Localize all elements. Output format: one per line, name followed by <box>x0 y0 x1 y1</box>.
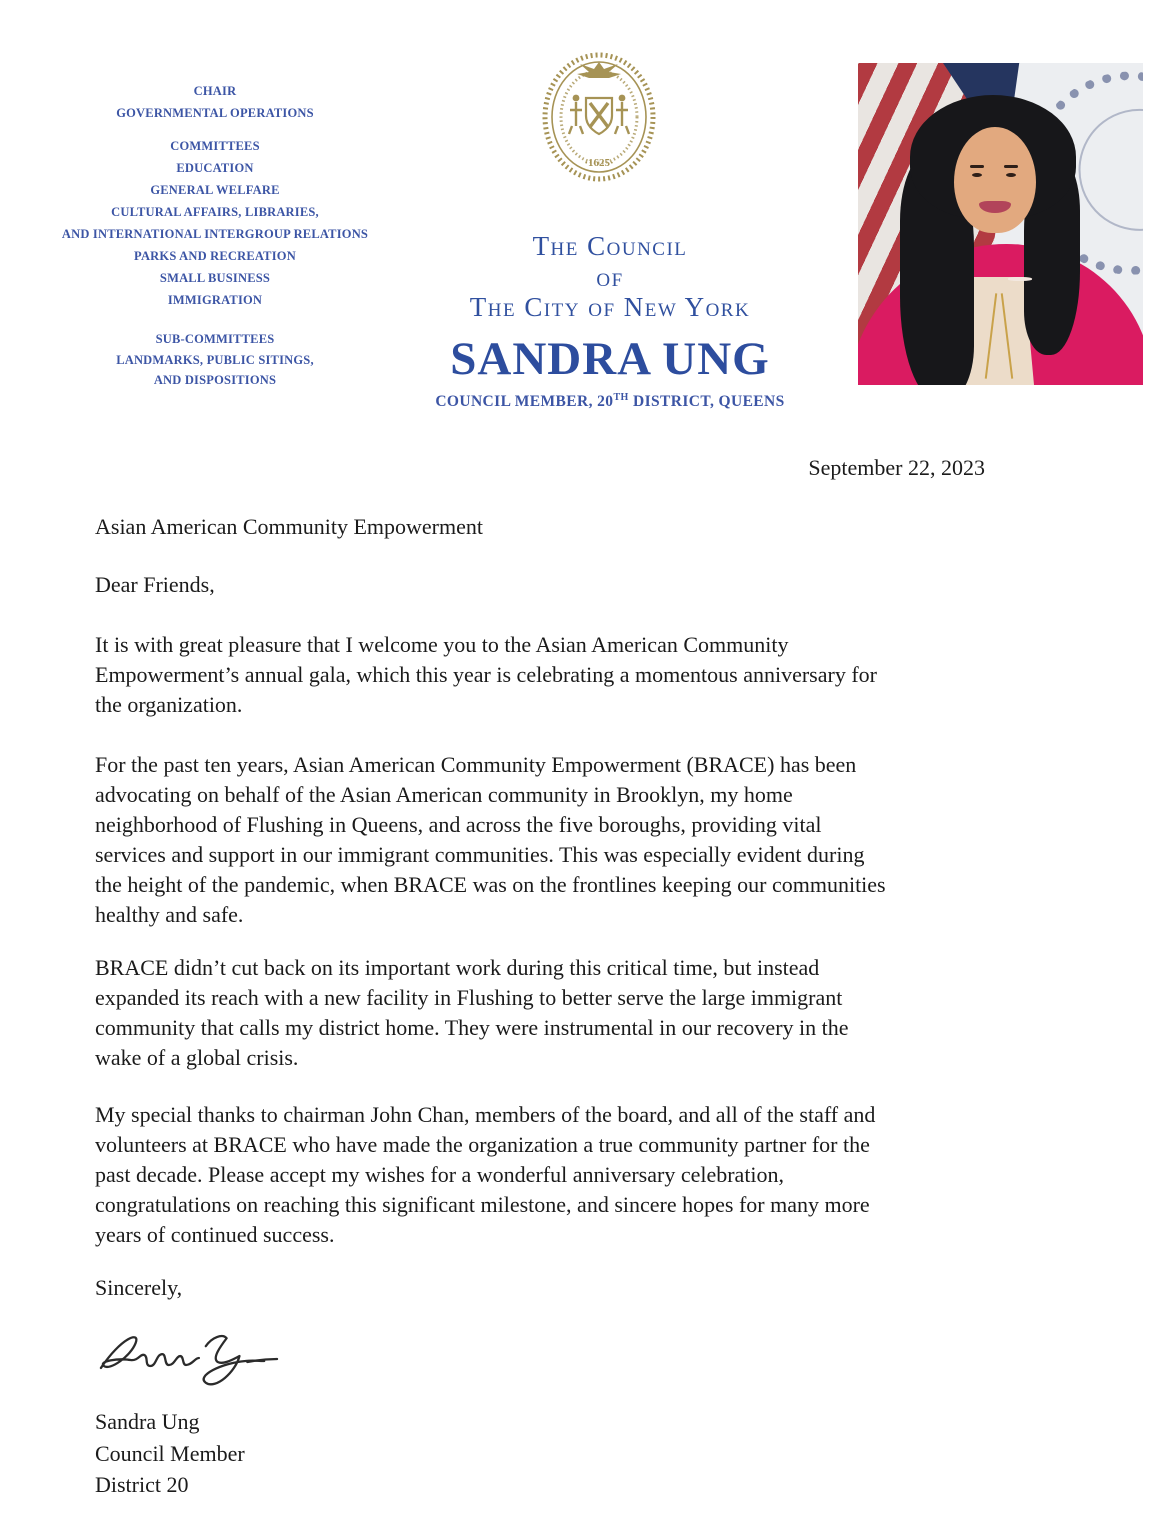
subcommittees-panel <box>60 328 370 390</box>
paragraph-4: My special thanks to chairman John Chan, members of the board, and all of the staff and volunteers at BRACE who have made the organization a true community partner for the past decade. Please accept my wishes for a wonderful anniversary celebration, congratulations on reaching this significant milestone, and sincere hopes for many more years of continued success. <box>95 1102 876 1247</box>
subcommittees-items: LANDMARKS, PUBLIC SITINGS, AND DISPOSITIONS <box>116 353 314 387</box>
committees-panel <box>60 135 370 311</box>
committees-items: EDUCATION GENERAL WELFARE CULTURAL AFFAIRS, LIBRARIES, AND INTERNATIONAL INTERGROUP RELATIONS PARKS AND RECREATION SMALL BUSINESS IMMIGRATION <box>61 161 369 307</box>
signature-icon <box>95 1318 283 1406</box>
face <box>954 127 1036 233</box>
committees-heading: COMMITTEES <box>170 139 260 153</box>
subcommittees-heading: SUB-COMMITTEES <box>155 332 275 346</box>
chair-heading: CHAIR <box>193 84 237 98</box>
closing: Sincerely, <box>95 1275 183 1300</box>
member-title: COUNCIL MEMBER, 20TH DISTRICT, QUEENS <box>435 392 785 410</box>
chair-panel <box>60 80 370 124</box>
portrait-photo <box>858 63 1143 385</box>
recipient-line: Asian American Community Empowerment <box>95 514 483 539</box>
signer-block: Sandra Ung Council Member District 20 <box>95 1409 245 1497</box>
paragraph-3: BRACE didn’t cut back on its important work during this critical time, but instead expanded its reach with a new facility in Flushing to better serve the large immigrant community that calls my district home. They were instrumental in our recovery in the wake of a global crisis. <box>95 955 849 1070</box>
right-figure-icon <box>615 102 629 134</box>
nyc-seal-icon <box>540 42 658 188</box>
chair-items: GOVERNMENTAL OPERATIONS <box>116 106 314 120</box>
paragraph-2: For the past ten years, Asian American Community Empowerment (BRACE) has been advocating on behalf of the Asian American community in Brooklyn, my home neighborhood of Flushing in Queens, and across the five boroughs, providing vital services and support in our immigrant communities. This was especially evident during the height of the pandemic, when BRACE was on the frontlines keeping our communities healthy and safe. <box>95 752 886 927</box>
seal-year: ·1625· <box>584 157 614 169</box>
ordinal-superscript: TH <box>613 392 629 403</box>
letter-date: September 22, 2023 <box>808 455 985 480</box>
member-name: SANDRA UNG <box>450 333 770 385</box>
salutation: Dear Friends, <box>95 572 215 597</box>
left-figure-icon <box>569 102 583 134</box>
org-title: The Council of The City of New York <box>469 231 751 322</box>
paragraph-1: It is with great pleasure that I welcome you to the Asian American Community Empowerment’s annual gala, which this year is celebrating a momentous anniversary for the organization. <box>95 632 877 717</box>
